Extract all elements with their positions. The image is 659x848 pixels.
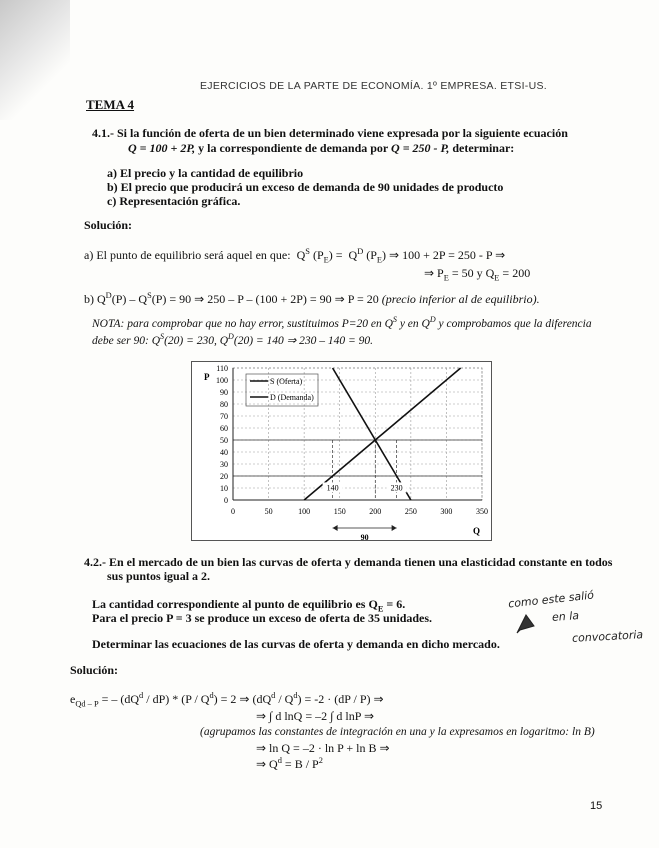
y-tick-label: 70	[220, 412, 228, 421]
ex41-item-b: b) El precio que producirá un exceso de demanda de 90 unidades de producto	[107, 180, 504, 194]
annotation-label: 230	[390, 483, 403, 493]
x-tick-label: 200	[369, 507, 382, 516]
x-tick-label: 150	[333, 507, 346, 516]
solution-a-line1: a) El punto de equilibrio será aquel en que: $Q^S$ $(P_E) = Q^D$ $(P_E)$ ⇒ 100 + 2P = 250 - P ⇒	[84, 247, 506, 265]
series-line-1	[333, 368, 411, 500]
chart-svg	[192, 362, 491, 540]
solution-a-line2: ⇒ $P_E = 50$ y $Q_E = 200$	[424, 266, 531, 283]
y-tick-label: 0	[224, 496, 228, 505]
handwritten-note-line1: como este salió	[507, 588, 595, 611]
x-tick-label: 350	[476, 507, 488, 516]
annotation-label: 90	[360, 533, 369, 540]
supply-demand-chart	[191, 361, 492, 541]
x-tick-label: 0	[231, 507, 235, 516]
document-header: EJERCICIOS DE LA PARTE DE ECONOMÍA. 1º EMPRESA. ETSI-US.	[200, 80, 547, 92]
y-tick-label: 30	[220, 460, 228, 469]
ex42-statement-line5: Determinar las ecuaciones de las curvas de oferta y demanda en dicho mercado.	[92, 637, 500, 651]
ex42-statement-line2: sus puntos igual a 2.	[107, 569, 211, 583]
page-fold-shadow	[0, 0, 70, 120]
annotation-label: 140	[326, 483, 339, 493]
annotation-arrowhead-right	[392, 525, 397, 531]
solution42-line1: $e_{Qd - P}$ = – $(dQ^d / dP) * (P / Q^d) = 2$ ⇒ $(dQ^d / Q^d) = -2 \cdot (dP / P)$ ⇒	[70, 691, 384, 709]
solution-b-line: b) $Q^D(P) - Q^S(P) = 90$ ⇒ 250 – P – (100 + 2P) = 90 ⇒ P = 20 (precio inferior al de equilibrio).	[84, 291, 540, 306]
handwritten-note-line2: en la	[551, 609, 580, 624]
solution-heading-41: Solución:	[84, 218, 133, 232]
solution-heading-42: Solución:	[70, 663, 119, 677]
y-tick-label: 80	[220, 400, 228, 409]
plot-frame	[233, 368, 482, 500]
ex41-statement-line1: 4.1.- Si la función de oferta de un bien determinado viene expresada por la siguiente ecuación	[92, 126, 568, 140]
section-title: TEMA 4	[86, 97, 135, 112]
y-tick-label: 50	[220, 436, 228, 445]
y-tick-label: 110	[216, 364, 228, 373]
ex41-item-c: c) Representación gráfica.	[107, 194, 241, 208]
y-tick-label: 60	[220, 424, 228, 433]
legend-entry-1: D (Demanda)	[270, 393, 314, 402]
demand-equation: Q = 250 - P,	[391, 141, 450, 155]
pen-scribble-icon	[514, 612, 540, 636]
y-tick-label: 40	[220, 448, 228, 457]
y-axis-label: P	[204, 372, 210, 382]
annotation-arrowhead-left	[333, 525, 338, 531]
handwritten-note-line3: convocatoria	[571, 628, 644, 645]
solution42-line3: (agrupamos las constantes de integración en una y la expresamos en logaritmo: ln B)	[200, 726, 595, 738]
ex41-statement-line2: Q = 100 + 2P, y la correspondiente de demanda por Q = 250 - P, determinar:	[128, 141, 515, 155]
legend-entry-0: S (Oferta)	[270, 377, 303, 386]
series-line-0	[304, 368, 461, 500]
page-number: 15	[590, 800, 603, 812]
note-line2: debe ser 90: $Q^S(20) = 230$, $Q^D(20) = 140$ ⇒ 230 – 140 = 90.	[92, 332, 374, 347]
x-tick-label: 250	[404, 507, 417, 516]
x-tick-label: 50	[264, 507, 273, 516]
x-tick-label: 100	[298, 507, 311, 516]
solution42-line4: ⇒ ln Q = –2 · ln P + ln B ⇒	[256, 741, 390, 755]
solution42-line5: ⇒ $Q^d = B / P^2$	[256, 756, 323, 771]
ex42-statement-line4: Para el precio P = 3 se produce un exceso de oferta de 35 unidades.	[92, 611, 433, 625]
x-tick-label: 300	[440, 507, 453, 516]
solution42-line2: ⇒ ∫ d lnQ = –2 ∫ d lnP ⇒	[256, 709, 375, 723]
y-tick-label: 10	[220, 484, 228, 493]
note-line1: NOTA: para comprobar que no hay error, sustituimos P=20 en $Q^S$ y en $Q^D$ y comprobamos que la diferencia	[92, 315, 592, 330]
y-tick-label: 20	[220, 472, 228, 481]
y-tick-label: 100	[216, 376, 228, 385]
ex41-item-a: a) El precio y la cantidad de equilibrio	[107, 166, 304, 180]
y-tick-label: 90	[220, 388, 228, 397]
ex42-statement-line1: 4.2.- En el mercado de un bien las curvas de oferta y demanda tienen una elasticidad constante en todos	[84, 555, 613, 569]
supply-equation: Q = 100 + 2P,	[128, 141, 196, 155]
x-axis-label: Q	[472, 526, 480, 536]
ex42-statement-line3: La cantidad correspondiente al punto de equilibrio es $Q_E = 6$.	[92, 597, 406, 614]
